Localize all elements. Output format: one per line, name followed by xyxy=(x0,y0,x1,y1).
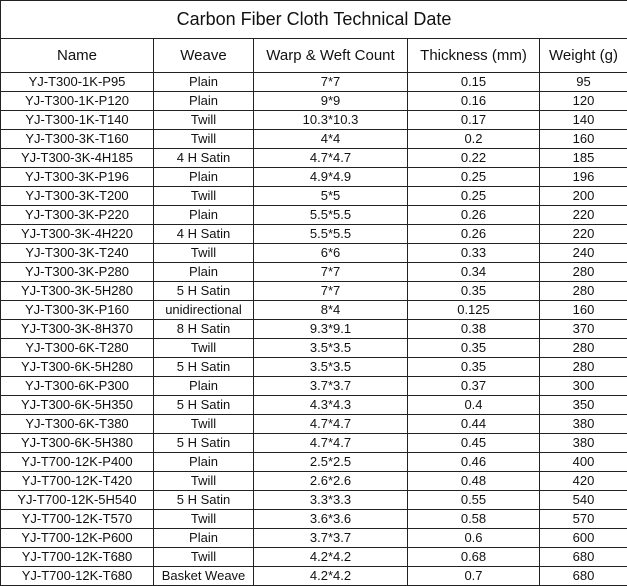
cell-name: YJ-T300-1K-T140 xyxy=(1,111,154,130)
table-row xyxy=(1,282,627,301)
cell-name: YJ-T300-3K-5H280 xyxy=(1,282,154,301)
cell-warp-weft-count: 3.3*3.3 xyxy=(254,491,408,510)
cell-weight: 140 xyxy=(540,111,627,130)
table-row xyxy=(1,510,627,529)
cell-thickness: 0.38 xyxy=(408,320,540,339)
cell-weave: Plain xyxy=(154,92,254,111)
cell-name: YJ-T300-1K-P95 xyxy=(1,73,154,92)
table-row xyxy=(1,567,627,586)
cell-weave: Twill xyxy=(154,472,254,491)
cell-weave: Basket Weave xyxy=(154,567,254,586)
cell-name: YJ-T300-6K-P300 xyxy=(1,377,154,396)
table-row xyxy=(1,263,627,282)
table-row xyxy=(1,244,627,263)
cell-weight: 95 xyxy=(540,73,627,92)
table-row xyxy=(1,92,627,111)
cell-name: YJ-T300-3K-T160 xyxy=(1,130,154,149)
table-row xyxy=(1,472,627,491)
cell-weave: Twill xyxy=(154,548,254,567)
cell-name: YJ-T700-12K-P600 xyxy=(1,529,154,548)
cell-warp-weft-count: 2.5*2.5 xyxy=(254,453,408,472)
cell-warp-weft-count: 3.7*3.7 xyxy=(254,529,408,548)
table-row xyxy=(1,358,627,377)
header-warp-weft-count: Warp & Weft Count xyxy=(254,39,408,73)
cell-thickness: 0.35 xyxy=(408,358,540,377)
cell-weight: 300 xyxy=(540,377,627,396)
cell-weave: Plain xyxy=(154,377,254,396)
cell-weave: Plain xyxy=(154,168,254,187)
cell-weave: 4 H Satin xyxy=(154,149,254,168)
cell-thickness: 0.26 xyxy=(408,225,540,244)
cell-thickness: 0.58 xyxy=(408,510,540,529)
table-row xyxy=(1,339,627,358)
cell-thickness: 0.15 xyxy=(408,73,540,92)
cell-weight: 220 xyxy=(540,206,627,225)
cell-weight: 120 xyxy=(540,92,627,111)
cell-weight: 200 xyxy=(540,187,627,206)
cell-name: YJ-T300-6K-T280 xyxy=(1,339,154,358)
cell-weight: 380 xyxy=(540,415,627,434)
cell-weight: 680 xyxy=(540,567,627,586)
cell-thickness: 0.6 xyxy=(408,529,540,548)
table-body xyxy=(1,73,627,586)
cell-name: YJ-T300-1K-P120 xyxy=(1,92,154,111)
cell-weave: Twill xyxy=(154,339,254,358)
cell-warp-weft-count: 6*6 xyxy=(254,244,408,263)
cell-warp-weft-count: 5*5 xyxy=(254,187,408,206)
cell-name: YJ-T300-3K-P196 xyxy=(1,168,154,187)
cell-name: YJ-T700-12K-5H540 xyxy=(1,491,154,510)
cell-warp-weft-count: 3.7*3.7 xyxy=(254,377,408,396)
cell-name: YJ-T300-6K-5H380 xyxy=(1,434,154,453)
cell-weave: Twill xyxy=(154,510,254,529)
cell-weight: 160 xyxy=(540,130,627,149)
cell-thickness: 0.44 xyxy=(408,415,540,434)
cell-weave: 5 H Satin xyxy=(154,396,254,415)
cell-weight: 600 xyxy=(540,529,627,548)
cell-name: YJ-T300-3K-4H220 xyxy=(1,225,154,244)
cell-weight: 280 xyxy=(540,358,627,377)
cell-weight: 370 xyxy=(540,320,627,339)
cell-warp-weft-count: 7*7 xyxy=(254,282,408,301)
cell-weight: 280 xyxy=(540,282,627,301)
table-row xyxy=(1,548,627,567)
cell-warp-weft-count: 7*7 xyxy=(254,73,408,92)
cell-thickness: 0.7 xyxy=(408,567,540,586)
cell-name: YJ-T300-3K-T240 xyxy=(1,244,154,263)
cell-thickness: 0.55 xyxy=(408,491,540,510)
cell-thickness: 0.2 xyxy=(408,130,540,149)
cell-weave: Plain xyxy=(154,206,254,225)
header-weave: Weave xyxy=(154,39,254,73)
cell-weave: Plain xyxy=(154,263,254,282)
cell-name: YJ-T700-12K-T680 xyxy=(1,548,154,567)
cell-warp-weft-count: 7*7 xyxy=(254,263,408,282)
table-row xyxy=(1,320,627,339)
cell-weight: 350 xyxy=(540,396,627,415)
cell-weave: Twill xyxy=(154,111,254,130)
cell-warp-weft-count: 3.5*3.5 xyxy=(254,339,408,358)
cell-weight: 185 xyxy=(540,149,627,168)
cell-weave: 5 H Satin xyxy=(154,282,254,301)
cell-weight: 420 xyxy=(540,472,627,491)
cell-weight: 680 xyxy=(540,548,627,567)
cell-warp-weft-count: 3.5*3.5 xyxy=(254,358,408,377)
cell-thickness: 0.35 xyxy=(408,339,540,358)
table-title: Carbon Fiber Cloth Technical Date xyxy=(1,1,627,39)
cell-thickness: 0.33 xyxy=(408,244,540,263)
cell-name: YJ-T300-3K-4H185 xyxy=(1,149,154,168)
cell-weight: 280 xyxy=(540,339,627,358)
cell-name: YJ-T300-6K-5H350 xyxy=(1,396,154,415)
cell-warp-weft-count: 4.7*4.7 xyxy=(254,434,408,453)
table-row xyxy=(1,377,627,396)
cell-warp-weft-count: 2.6*2.6 xyxy=(254,472,408,491)
cell-thickness: 0.16 xyxy=(408,92,540,111)
cell-thickness: 0.45 xyxy=(408,434,540,453)
cell-warp-weft-count: 9.3*9.1 xyxy=(254,320,408,339)
cell-thickness: 0.37 xyxy=(408,377,540,396)
table-row xyxy=(1,168,627,187)
cell-thickness: 0.4 xyxy=(408,396,540,415)
cell-weave: 5 H Satin xyxy=(154,434,254,453)
cell-weave: Twill xyxy=(154,130,254,149)
cell-thickness: 0.68 xyxy=(408,548,540,567)
cell-warp-weft-count: 4.7*4.7 xyxy=(254,415,408,434)
cell-thickness: 0.34 xyxy=(408,263,540,282)
cell-name: YJ-T700-12K-P400 xyxy=(1,453,154,472)
table-row xyxy=(1,415,627,434)
cell-weave: 5 H Satin xyxy=(154,358,254,377)
cell-name: YJ-T700-12K-T420 xyxy=(1,472,154,491)
table-row xyxy=(1,187,627,206)
table-row xyxy=(1,396,627,415)
cell-thickness: 0.17 xyxy=(408,111,540,130)
cell-name: YJ-T300-6K-T380 xyxy=(1,415,154,434)
cell-warp-weft-count: 5.5*5.5 xyxy=(254,225,408,244)
cell-warp-weft-count: 4*4 xyxy=(254,130,408,149)
cell-name: YJ-T300-3K-8H370 xyxy=(1,320,154,339)
table-row xyxy=(1,491,627,510)
cell-name: YJ-T300-3K-P280 xyxy=(1,263,154,282)
header-weight: Weight (g) xyxy=(540,39,627,73)
cell-weave: 5 H Satin xyxy=(154,491,254,510)
cell-weave: unidirectional xyxy=(154,301,254,320)
cell-warp-weft-count: 8*4 xyxy=(254,301,408,320)
cell-weight: 220 xyxy=(540,225,627,244)
cell-warp-weft-count: 4.3*4.3 xyxy=(254,396,408,415)
cell-weave: Plain xyxy=(154,529,254,548)
table-row xyxy=(1,225,627,244)
cell-weight: 380 xyxy=(540,434,627,453)
cell-weight: 540 xyxy=(540,491,627,510)
table-row xyxy=(1,206,627,225)
cell-name: YJ-T300-3K-T200 xyxy=(1,187,154,206)
cell-warp-weft-count: 3.6*3.6 xyxy=(254,510,408,529)
cell-name: YJ-T700-12K-T570 xyxy=(1,510,154,529)
header-thickness: Thickness (mm) xyxy=(408,39,540,73)
cell-warp-weft-count: 5.5*5.5 xyxy=(254,206,408,225)
cell-weave: Twill xyxy=(154,244,254,263)
cell-thickness: 0.26 xyxy=(408,206,540,225)
cell-weave: Twill xyxy=(154,415,254,434)
cell-warp-weft-count: 9*9 xyxy=(254,92,408,111)
table-row xyxy=(1,73,627,92)
cell-weave: Plain xyxy=(154,73,254,92)
cell-weight: 160 xyxy=(540,301,627,320)
cell-thickness: 0.35 xyxy=(408,282,540,301)
cell-weight: 240 xyxy=(540,244,627,263)
table-row xyxy=(1,149,627,168)
cell-name: YJ-T300-6K-5H280 xyxy=(1,358,154,377)
cell-name: YJ-T300-3K-P160 xyxy=(1,301,154,320)
cell-warp-weft-count: 4.2*4.2 xyxy=(254,567,408,586)
cell-warp-weft-count: 4.2*4.2 xyxy=(254,548,408,567)
cell-warp-weft-count: 4.9*4.9 xyxy=(254,168,408,187)
cell-thickness: 0.46 xyxy=(408,453,540,472)
cell-weave: 4 H Satin xyxy=(154,225,254,244)
table-row xyxy=(1,111,627,130)
table-row xyxy=(1,434,627,453)
cell-thickness: 0.25 xyxy=(408,187,540,206)
cell-name: YJ-T700-12K-T680 xyxy=(1,567,154,586)
header-name: Name xyxy=(1,39,154,73)
cell-warp-weft-count: 10.3*10.3 xyxy=(254,111,408,130)
cell-weight: 570 xyxy=(540,510,627,529)
cell-weight: 400 xyxy=(540,453,627,472)
title-row xyxy=(1,1,627,39)
cell-thickness: 0.48 xyxy=(408,472,540,491)
table-row xyxy=(1,529,627,548)
cell-weave: Plain xyxy=(154,453,254,472)
table-row xyxy=(1,130,627,149)
cell-weave: 8 H Satin xyxy=(154,320,254,339)
table-row xyxy=(1,453,627,472)
cell-weight: 280 xyxy=(540,263,627,282)
cell-name: YJ-T300-3K-P220 xyxy=(1,206,154,225)
cell-warp-weft-count: 4.7*4.7 xyxy=(254,149,408,168)
cell-weave: Twill xyxy=(154,187,254,206)
cell-weight: 196 xyxy=(540,168,627,187)
cell-thickness: 0.22 xyxy=(408,149,540,168)
cell-thickness: 0.25 xyxy=(408,168,540,187)
cell-thickness: 0.125 xyxy=(408,301,540,320)
table-row xyxy=(1,301,627,320)
header-row xyxy=(1,39,627,73)
